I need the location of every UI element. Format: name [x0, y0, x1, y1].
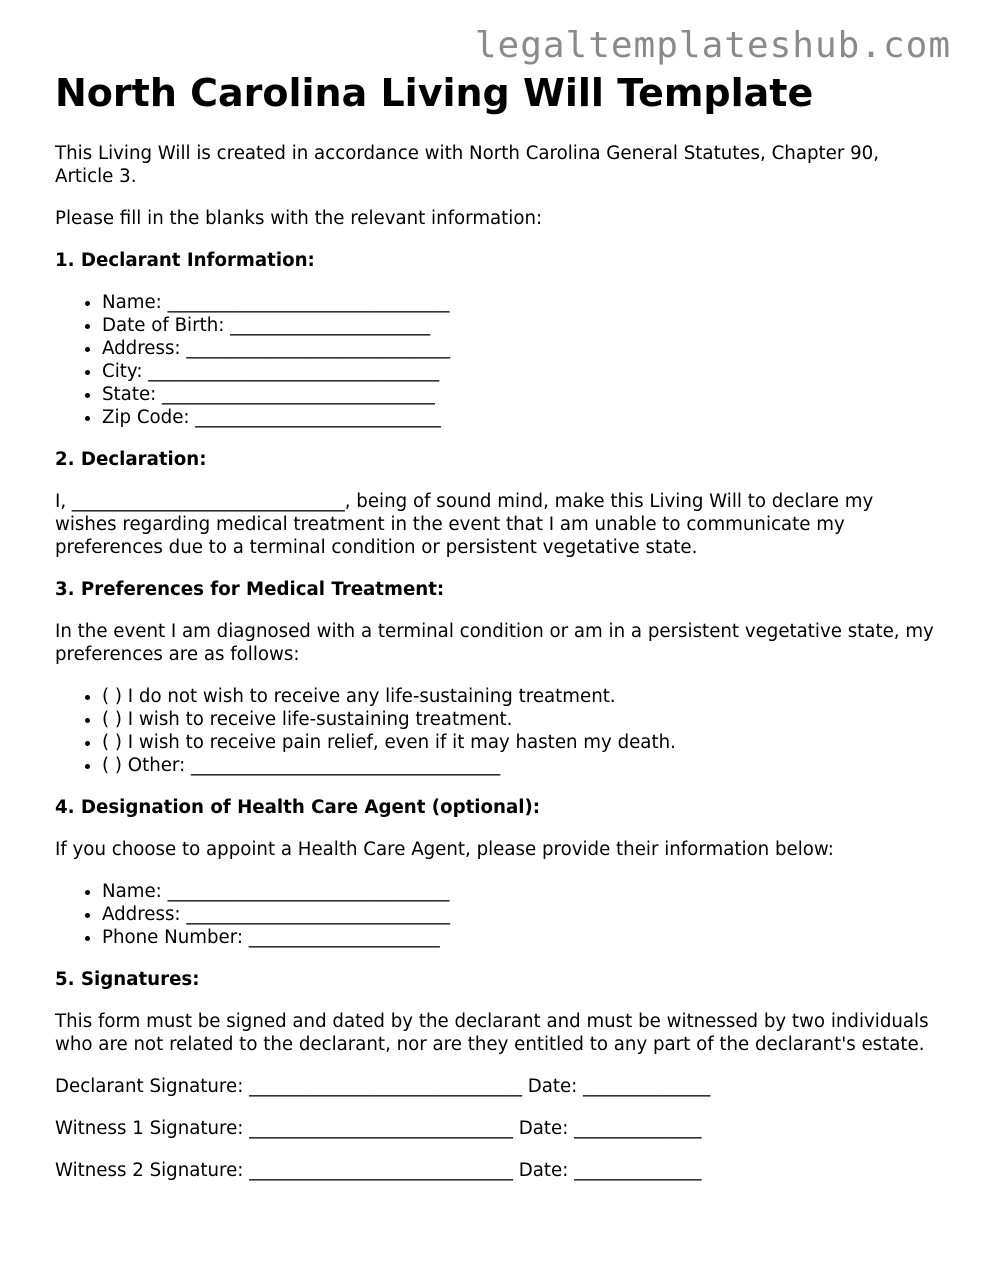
list-item: • Date of Birth: ______________________ — [102, 314, 935, 337]
watermark: legaltemplateshub.com — [474, 25, 951, 66]
witness-1-signature-line: Witness 1 Signature: _____________________________ Date: ______________ — [55, 1118, 702, 1139]
list-item: • Address: _____________________________ — [102, 903, 935, 926]
page-title: North Carolina Living Will Template — [55, 71, 814, 115]
list-item: • Address: _____________________________ — [102, 337, 935, 360]
list-item: • ( ) I wish to receive life-sustaining treatment. — [102, 708, 935, 731]
section-heading-health-care-agent: 4. Designation of Health Care Agent (optional): — [55, 797, 541, 818]
section-heading-signatures: 5. Signatures: — [55, 969, 200, 990]
health-care-agent-paragraph: If you choose to appoint a Health Care Agent, please provide their information below: — [55, 839, 834, 860]
instructions-paragraph: Please fill in the blanks with the relevant information: — [55, 208, 543, 229]
list-item: • ( ) Other: __________________________________ — [102, 754, 935, 777]
declaration-paragraph: I, ______________________________, being of sound mind, make this Living Will to declare my wishes regarding medical treatment in the event that I am unable to communicate my preferences due to a terminal condition or persistent vegetative state. — [55, 491, 874, 558]
section-heading-declaration: 2. Declaration: — [55, 449, 207, 470]
section-heading-declarant-info: 1. Declarant Information: — [55, 250, 315, 271]
health-care-agent-list — [55, 880, 935, 949]
preferences-list — [55, 685, 935, 777]
preferences-paragraph: In the event I am diagnosed with a terminal condition or am in a persistent vegetative state, my preferences are as follows: — [55, 621, 934, 665]
list-item: • Name: _______________________________ — [102, 291, 935, 314]
witness-2-signature-line: Witness 2 Signature: _____________________________ Date: ______________ — [55, 1160, 702, 1181]
list-item: • Zip Code: ___________________________ — [102, 406, 935, 429]
list-item: • Name: _______________________________ — [102, 880, 935, 903]
section-heading-preferences: 3. Preferences for Medical Treatment: — [55, 579, 445, 600]
intro-paragraph: This Living Will is created in accordance with North Carolina General Statutes, Chapter 90, Article 3. — [55, 143, 880, 187]
list-item: • Phone Number: _____________________ — [102, 926, 935, 949]
declarant-info-list — [55, 291, 935, 429]
document-page — [55, 71, 935, 1182]
declarant-signature-line: Declarant Signature: ______________________________ Date: ______________ — [55, 1076, 711, 1097]
list-item: • City: ________________________________ — [102, 360, 935, 383]
list-item: • State: ______________________________ — [102, 383, 935, 406]
list-item: • ( ) I do not wish to receive any life-sustaining treatment. — [102, 685, 935, 708]
list-item: • ( ) I wish to receive pain relief, even if it may hasten my death. — [102, 731, 935, 754]
signatures-paragraph: This form must be signed and dated by the declarant and must be witnessed by two individuals who are not related to the declarant, nor are they entitled to any part of the declarant's estate. — [55, 1011, 929, 1055]
